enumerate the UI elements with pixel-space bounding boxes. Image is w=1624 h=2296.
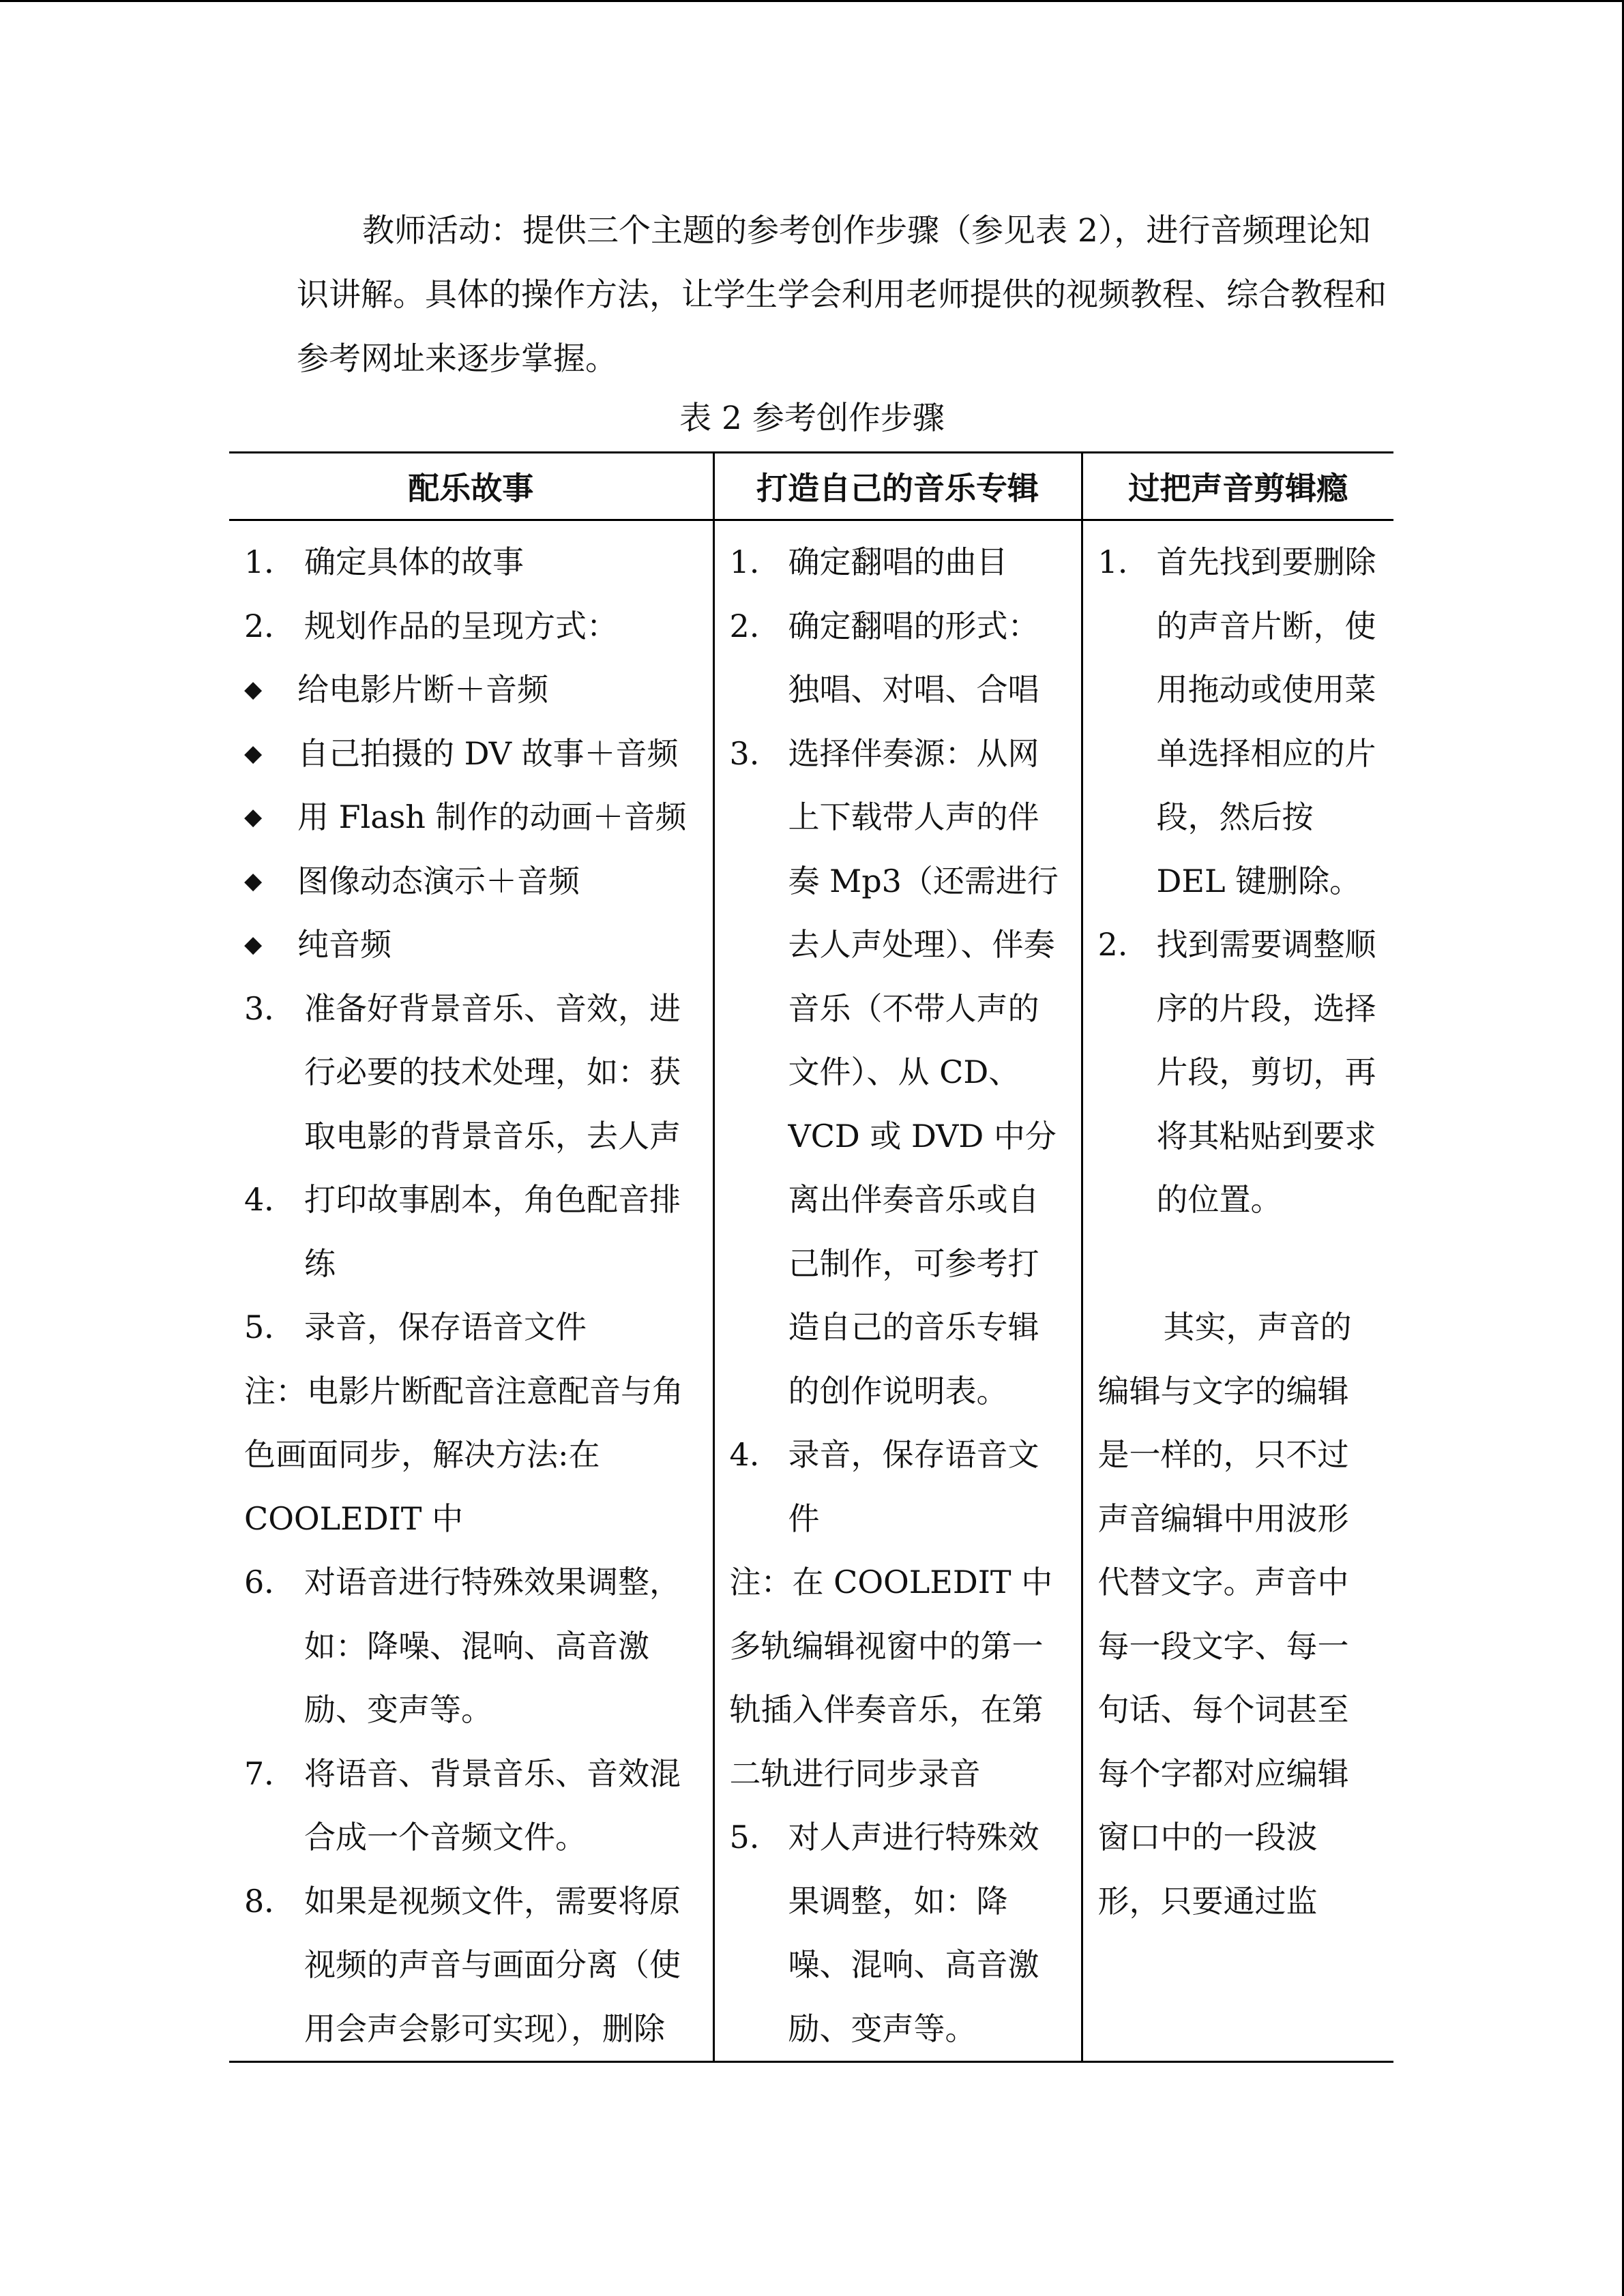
diamond-bullet-icon: ◆ [244,803,263,831]
item-number: 1. [729,543,760,580]
item-number: 2． [244,607,296,644]
note-text: 注：电影片断配音注意配音与角色画面同步，解决方法:在 COOLEDIT 中 [244,1372,683,1537]
diamond-bullet-icon: ◆ [244,867,263,895]
list-item [244,977,699,1169]
table-caption: 表 2 参考创作步骤 [679,400,945,437]
item-number: 7． [244,1755,296,1792]
item-text: 对人声进行特殊效果调整，如：降噪、混响、高音激励、变声等。 [788,1819,1039,2047]
header-sound-editing: 过把声音剪辑瘾 [1082,453,1393,520]
page-top-border [0,0,1624,2]
bullet-text: 用 Flash 制作的动画＋音频 [297,799,687,835]
note-text: 注：在 COOLEDIT 中多轨编辑视窗中的第一轨插入伴奏音乐，在第二轨进行同步录音 [729,1564,1053,1792]
editing-explanation: 其实，声音的编辑与文字的编辑是一样的，只不过声音编辑中用波形代替文字。声音中每一段文字、每一句话、每个词甚至每个字都对应编辑窗口中的一段波形，只要通过监 [1097,1309,1352,1920]
list-item [1098,531,1381,913]
list-item [730,1423,1067,1551]
intro-paragraph: 教师活动：提供三个主题的参考创作步骤（参见表 2），进行音频理论知识讲解。具体的操作方法，让学生学会利用老师提供的视频教程、综合教程和参考网址来逐步掌握。 [297,212,1387,378]
item-number: 6． [244,1564,296,1600]
list-item [244,595,699,659]
reference-steps-table [229,451,1393,2063]
bullet-text: 纯音频 [297,926,392,963]
header-music-story: 配乐故事 [229,453,713,520]
table-header-row [229,453,1393,520]
item-number: 4. [729,1436,760,1473]
item-number: 2. [729,607,760,644]
item-number: 8． [244,1882,296,1920]
header-music-album: 打造自己的音乐专辑 [713,453,1082,520]
item-text: 确定翻唱的曲目 [788,543,1008,580]
list-item [1098,913,1381,1232]
item-text: 选择伴奏源：从网上下载带人声的伴奏 Mp3（还需进行去人声处理）、伴奏音乐（不带人声的文件）、从 CD、VCD 或 DVD 中分离出伴奏音乐或自己制作，可参考打造自己的音乐专辑的创作说明表。 [788,734,1059,1410]
list-item [730,722,1067,1424]
item-text: 首先找到要删除的声音片断，使用拖动或使用菜单选择相应的片段，然后按 DEL 键删除。 [1156,543,1376,899]
list-item [730,531,1067,595]
list-item [730,595,1067,722]
item-number: 1． [244,543,296,580]
music-album-column [713,520,1082,2062]
blank-line [1098,1232,1381,1296]
item-text: 对语音进行特殊效果调整，如：降噪、混响、高音激励、变声等。 [304,1564,681,1728]
item-text: 录音，保存语音文件 [304,1309,587,1345]
diamond-bullet-icon: ◆ [244,931,263,958]
item-text: 如果是视频文件，需要将原视频的声音与画面分离（使用会声会影可实现），删除 [304,1882,681,2047]
item-text: 准备好背景音乐、音效，进行必要的技术处理，如：获取电影的背景音乐，去人声 [304,989,681,1154]
item-text: 找到需要调整顺序的片段，选择片段，剪切，再将其粘贴到要求的位置。 [1156,926,1376,1218]
item-number: 4． [244,1181,296,1218]
bullet-item [244,722,699,786]
bullet-item [244,913,699,977]
diamond-bullet-icon: ◆ [244,739,263,767]
bullet-item [244,850,699,914]
music-story-column [229,520,713,2062]
bullet-text: 图像动态演示＋音频 [297,862,580,899]
item-number: 2. [1097,926,1128,963]
bullet-text: 自己拍摄的 DV 故事＋音频 [297,734,679,772]
list-item [244,1742,699,1870]
list-item [244,1551,699,1742]
list-item [244,1168,699,1296]
table-body-row [229,520,1393,2062]
item-number: 5． [244,1309,296,1345]
bullet-item [244,658,699,722]
bullet-item [244,786,699,850]
item-text: 将语音、背景音乐、音效混合成一个音频文件。 [304,1755,681,1855]
sound-editing-column [1082,520,1393,2062]
item-text: 规划作品的呈现方式： [304,607,618,644]
item-number: 5. [729,1819,760,1855]
bullet-text: 给电影片断＋音频 [297,671,548,708]
item-text: 确定具体的故事 [304,543,524,580]
list-item [730,1806,1067,2061]
item-text: 确定翻唱的形式：独唱、对唱、合唱 [788,607,1039,708]
item-number: 3． [244,989,296,1027]
list-item [244,531,699,595]
item-number: 3. [729,734,760,772]
item-text: 录音，保存语音文件 [788,1436,1039,1537]
list-item [244,1870,699,2061]
list-item [244,1296,699,1360]
item-number: 1. [1097,543,1128,580]
diamond-bullet-icon: ◆ [244,676,263,703]
item-text: 打印故事剧本，角色配音排练 [304,1181,681,1282]
